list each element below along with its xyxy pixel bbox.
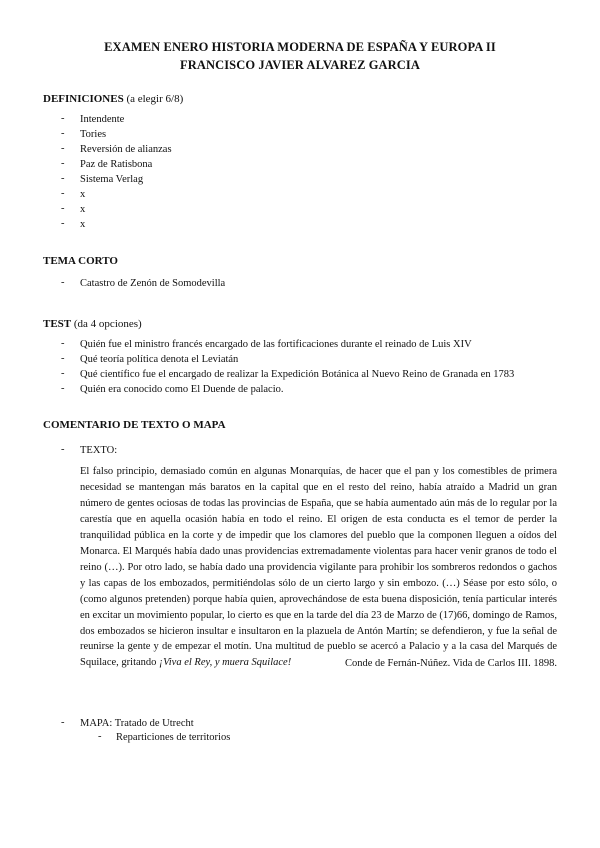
texto-label: TEXTO:: [80, 445, 118, 456]
test-note: (da 4 opciones): [73, 318, 142, 330]
list-item: x: [80, 189, 86, 200]
comentario-heading: [43, 419, 226, 431]
list-item: x: [80, 204, 86, 215]
tema-corto-title: TEMA CORTO: [43, 255, 118, 267]
exam-title: EXAMEN ENERO HISTORIA MODERNA DE ESPAÑA Y EUROPA II: [104, 40, 496, 54]
definiciones-note: (a elegir 6/8): [126, 93, 184, 105]
list-item: Paz de Ratisbona: [80, 159, 153, 170]
student-name: FRANCISCO JAVIER ALVAREZ GARCIA: [179, 58, 421, 72]
text-excerpt-body: El falso principio, demasiado común en algunas Monarquías, de hacer que el pan y los comestibles de primera necesidad se mantengan más baratos en la capital que en el resto del reino, había atraído a Madrid un gran número de gentes ociosas de todas las provincias de España, que se había aumentado aún más de lo regular por la carestía que en aquella ocasión había en todo el reino. El origen de esta conducta es el temor de perder la tranquilidad pública en la corte y de impedir que los clamores del pueblo que la componen lleguen a oídos del Monarca. El Marqués había dado unas providencias extremadamente violentas para hacer venir granos de todo el reino (…). Por otro lado, se había dado una providencia vigilante para prohibir los sombreros redondos o gachos y las capas de los embozados, permitiéndolas sólo de un cierto largo y sin embozo. (…) Séase por esto sólo, o (como algunos pretenden) porque había quien, aprovechándose de esta buena disposición, tenía particular interés en excitar un movimiento popular, lo cierto es que en la tarde del día 23 de Marzo de (17)66, domingo de Ramos, dos embozados se hicieron insultar e insultaron en la plazuela de Antón Martín; se defendieron, y fue la señal de reunirse la gente y de empezar el motín. Una multitud de pueblo se acercó a Palacio y a la casa del Marqués de Squilace, gritando: [80, 466, 557, 669]
text-excerpt: [80, 464, 557, 671]
list-item: Quién era conocido como El Duende de palacio.: [80, 384, 284, 395]
text-citation: Conde de Fernán-Núñez. Vida de Carlos III. 1898.: [344, 658, 557, 669]
list-item: Qué científico fue el encargado de realizar la Expedición Botánica al Nuevo Reino de Granada en 1783: [80, 369, 515, 380]
list-item: Sistema Verlag: [80, 174, 144, 185]
test-heading: [43, 318, 142, 330]
tema-corto-heading: [43, 255, 118, 267]
list-item: x: [80, 219, 86, 230]
list-item: Intendente: [80, 114, 125, 125]
mapa-label: MAPA: Tratado de Utrecht: [80, 718, 194, 729]
list-item: Quién fue el ministro francés encargado de las fortificaciones durante el reinado de Luis XIV: [80, 339, 472, 350]
list-item: Reversión de alianzas: [80, 144, 172, 155]
list-item: Tories: [80, 129, 107, 140]
comentario-title: COMENTARIO DE TEXTO O MAPA: [43, 419, 226, 431]
definiciones-title: DEFINICIONES: [43, 93, 124, 105]
definiciones-heading: [43, 93, 183, 105]
text-excerpt-quote: ¡Viva el Rey, y muera Squilace!: [159, 657, 292, 669]
exam-page: EXAMEN ENERO HISTORIA MODERNA DE ESPAÑA Y EUROPA II FRANCISCO JAVIER ALVAREZ GARCIA DEFINICIONES (a elegir 6/8) - Intendente - Tories - Reversión de alianzas - Paz de Ratisbona - Sistema Verlag - x - x - x TEMA CORTO - Catastro de Zenón de Somodevilla TEST (da 4 opciones) - Quién fue el ministro francés encargado de las fortificaciones durante el reinado de Luis XIV - Qué teoría política denota el Leviatán - Qué científico fue el encargado de realizar la Expedición Botánica al Nuevo Reino de Granada en 1783 - Quién era conocido como El Duende de palacio. COMENTARIO DE TEXTO O MAPA - TEXTO: El falso principio, demasiado común en algunas Monarquías, de hacer que el pan y los comestibles de primera necesidad se mantengan más baratos en la capital que en el resto del reino, había atraído a Madrid un gran número de gentes ociosas de todas las provincias de España, que se había aumentado aún más de lo regular por la carestía que en aquella ocasión había en todo el reino. El origen de esta conducta es el temor de perder la tranquilidad pública en la corte y de impedir que los clamores del pueblo que la componen lleguen a oídos del Monarca. El Marqués había dado unas providencias extremadamente violentas para hacer venir granos de todo el reino (…). Por otro lado, se había dado una providencia vigilante para prohibir los sombreros redondos o gachos y las capas de los embozados, permitiéndolas sólo de un cierto largo y sin embozo. (…) Séase por esto sólo, o (como algunos pretenden) porque había quien, aprovechándose de esta buena disposición, tenía particular interés en excitar un movimiento popular, lo cierto es que en la tarde del día 23 de Marzo de (17)66, domingo de Ramos, dos embozados se hicieron insultar e insultaron en la plazuela de Antón Martín; se defendieron, y fue la señal de reunirse la gente y de empezar el motín. Una multitud de pueblo se acercó a Palacio y a la casa del Marqués de Squilace, gritando ¡Viva el Rey, y muera Squilace! Conde de Fernán-Núñez. Vida de Carlos III. 1898. - MAPA: Tratado de Utrecht - Reparticiones de territorios: [0, 0, 600, 848]
mapa-subitem: Reparticiones de territorios: [116, 732, 231, 743]
test-title: TEST: [43, 318, 72, 330]
list-item: Catastro de Zenón de Somodevilla: [80, 278, 226, 289]
list-item: Qué teoría política denota el Leviatán: [80, 354, 239, 365]
